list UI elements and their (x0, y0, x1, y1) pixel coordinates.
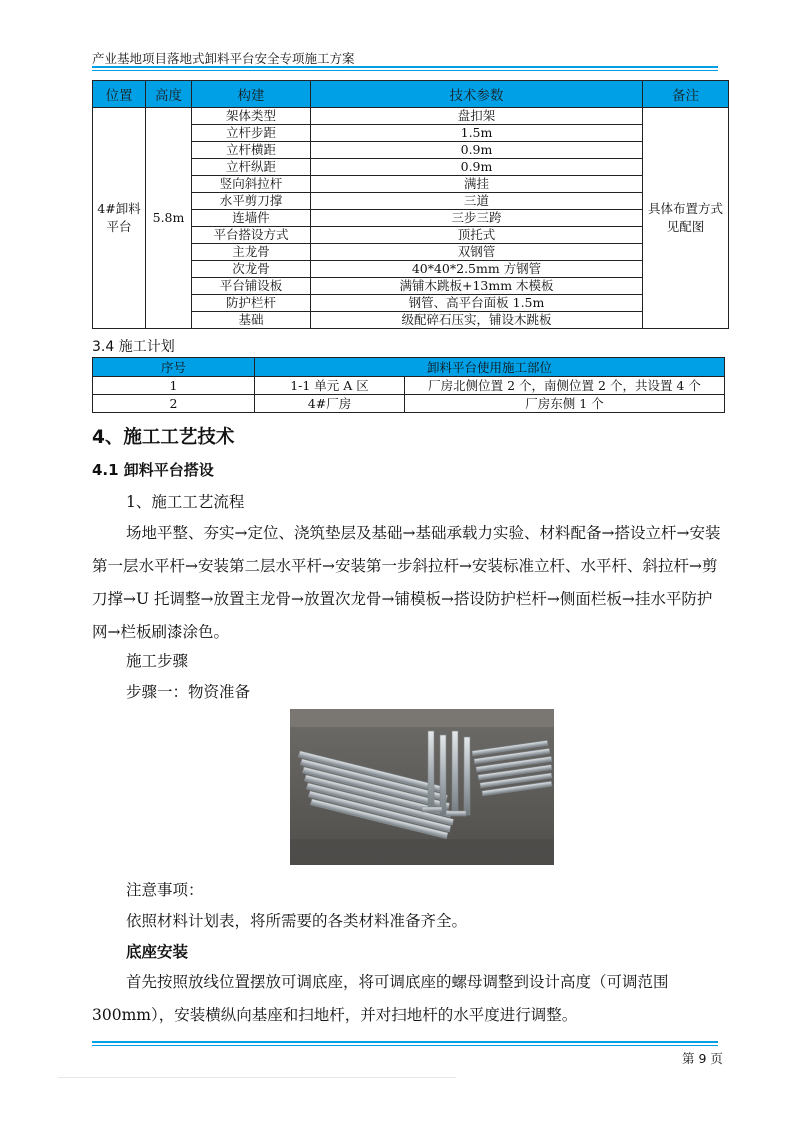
header-title: 产业基地项目落地式卸料平台安全专项施工方案 (92, 51, 355, 66)
no-cell: 2 (93, 395, 255, 413)
section-heading-4: 4、施工工艺技术 (92, 427, 235, 448)
param-cell: 双钢管 (311, 244, 643, 261)
area-cell: 1-1 单元 A 区 (255, 377, 405, 395)
param-cell: 0.9m (311, 159, 643, 176)
header-rule (92, 66, 718, 68)
param-cell: 满挂 (311, 176, 643, 193)
param-cell: 钢管、高平台面板 1.5m (311, 295, 643, 312)
no-cell: 1 (93, 377, 255, 395)
table-header-row (93, 81, 729, 108)
param-cell: 0.9m (311, 142, 643, 159)
item-cell: 水平剪刀撑 (192, 193, 311, 210)
col-header: 构建 (192, 81, 311, 108)
note-cell: 具体布置方式见配图 (643, 108, 729, 329)
step-one: 步骤一：物资准备 (126, 683, 251, 701)
footer-rule-thin (92, 1045, 718, 1046)
section-heading-4-1: 4.1 卸料平台搭设 (92, 461, 214, 479)
table-row (93, 108, 729, 125)
col-header: 卸料平台使用施工部位 (255, 358, 725, 377)
table-row (93, 395, 725, 413)
base-title: 底座安装 (126, 943, 189, 961)
base-paragraph: 首先按照放线位置摆放可调底座，将可调底座的螺母调整到设计高度（可调范围 300mm），安装横纵向基座和扫地杆，并对扫地杆的水平度进行调整。 (92, 973, 669, 1024)
area-cell: 4#厂房 (255, 395, 405, 413)
param-cell: 级配碎石压实，铺设木跳板 (311, 312, 643, 329)
section-heading-3-4: 3.4 施工计划 (92, 339, 175, 355)
param-cell: 盘扣架 (311, 108, 643, 125)
item-cell: 立杆步距 (192, 125, 311, 142)
notice-title: 注意事项： (126, 881, 204, 899)
item-cell: 平台铺设板 (192, 278, 311, 295)
item-cell: 基础 (192, 312, 311, 329)
item-cell: 竖向斜拉杆 (192, 176, 311, 193)
desc-cell: 厂房北侧位置 2 个，南侧位置 2 个，共设置 4 个 (405, 377, 725, 395)
param-cell: 三道 (311, 193, 643, 210)
item-cell: 防护栏杆 (192, 295, 311, 312)
notice-text: 依照材料计划表，将所需要的各类材料准备齐全。 (126, 912, 468, 930)
table-header-row (93, 358, 725, 377)
col-header: 序号 (93, 358, 255, 377)
param-cell: 顶托式 (311, 227, 643, 244)
height-cell: 5.8m (146, 108, 192, 329)
footer-rule (92, 1041, 718, 1043)
parameter-table (92, 80, 729, 329)
item-cell: 次龙骨 (192, 261, 311, 278)
item-cell: 连墙件 (192, 210, 311, 227)
param-cell: 三步三跨 (311, 210, 643, 227)
item-cell: 平台搭设方式 (192, 227, 311, 244)
location-cell: 4#卸料平台 (93, 108, 146, 329)
param-cell: 满铺木跳板+13mm 木模板 (311, 278, 643, 295)
item-cell: 架体类型 (192, 108, 311, 125)
bottom-divider (58, 1077, 456, 1078)
col-header: 高度 (146, 81, 192, 108)
header-rule-thin (92, 70, 718, 71)
table-row (93, 377, 725, 395)
item-cell: 立杆横距 (192, 142, 311, 159)
col-header: 技术参数 (311, 81, 643, 108)
col-header: 位置 (93, 81, 146, 108)
param-cell: 40*40*2.5mm 方钢管 (311, 261, 643, 278)
item-cell: 主龙骨 (192, 244, 311, 261)
item-cell: 立杆纵距 (192, 159, 311, 176)
col-header: 备注 (643, 81, 729, 108)
page-number: 第 9 页 (682, 1051, 723, 1066)
steps-title: 施工步骤 (126, 652, 189, 670)
process-title: 1、施工工艺流程 (126, 493, 245, 511)
param-cell: 1.5m (311, 125, 643, 142)
process-paragraph: 场地平整、夯实→定位、浇筑垫层及基础→基础承载力实验、材料配备→搭设立杆→安装第一层水平杆→安装第二层水平杆→安装第一步斜拉杆→安装标准立杆、水平杆、斜拉杆→剪刀撑→U 托调整→放置主龙骨→放置次龙骨→铺模板→搭设防护栏杆→侧面栏板→挂水平防护网→栏板刷漆涂色。 (92, 524, 721, 641)
schedule-table (92, 357, 725, 413)
desc-cell: 厂房东侧 1 个 (405, 395, 725, 413)
materials-photo (290, 709, 554, 865)
